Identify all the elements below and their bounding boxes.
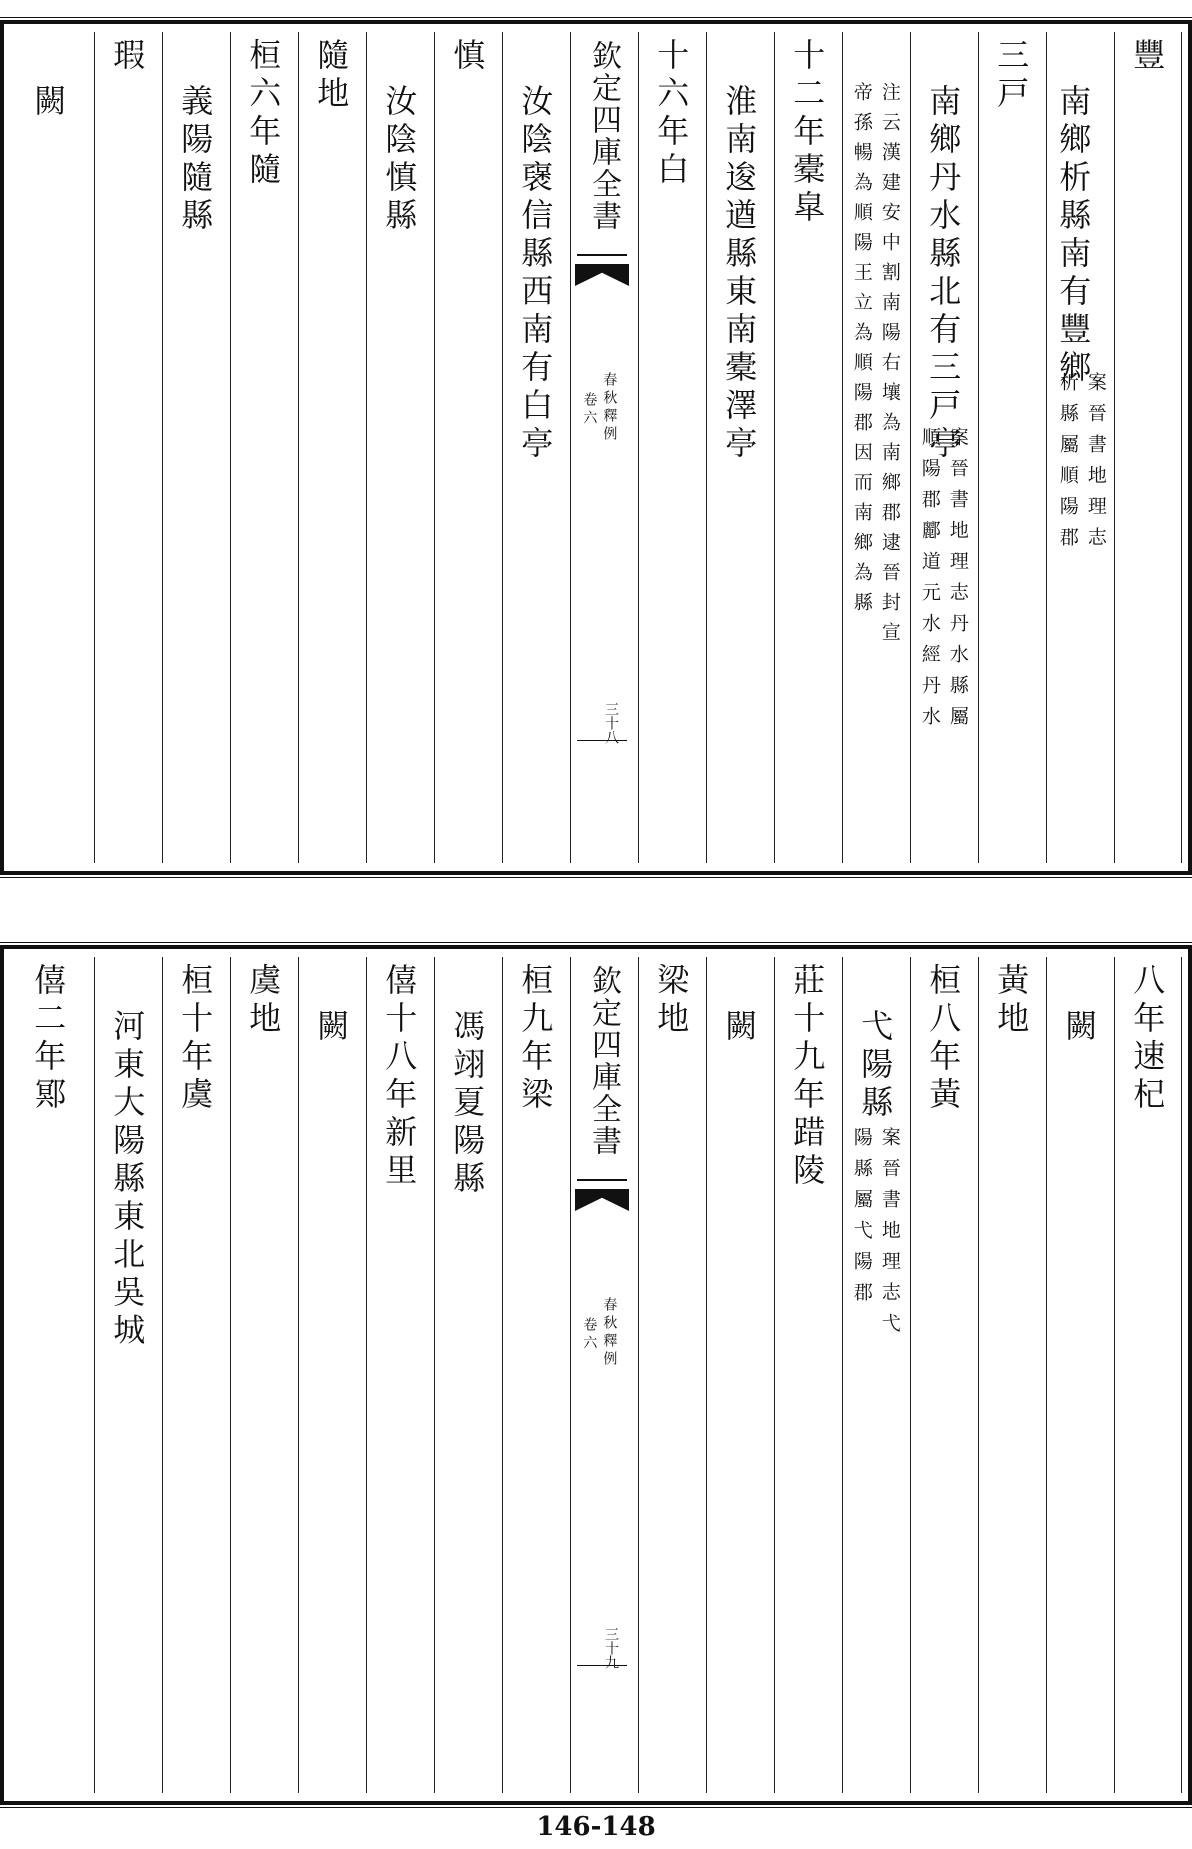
text-column — [910, 957, 978, 1793]
heading-text: 虞地 — [244, 963, 283, 1039]
page-number: 146-148 — [536, 1812, 656, 1842]
fishtail-folio: 三十八 — [603, 702, 619, 744]
text-column — [94, 32, 162, 863]
fishtail-volume: 卷六 — [581, 392, 598, 428]
main-text: 南鄉丹水縣北有三戸亭 — [924, 84, 963, 464]
main-text: 淮南逡遒縣東南橐澤亭 — [720, 84, 759, 464]
main-text: 闕 — [312, 1009, 351, 1047]
fishtail-title-box — [577, 34, 627, 256]
annotation-right: 案晉書地理志 — [1084, 372, 1107, 558]
fishtail-divider — [577, 740, 627, 741]
main-text: 桓九年梁 — [516, 963, 555, 1115]
text-column — [706, 957, 774, 1793]
text-column — [1046, 957, 1114, 1793]
main-text: 闕 — [720, 1009, 759, 1047]
text-column — [94, 957, 162, 1793]
heading-text: 梁地 — [652, 963, 691, 1039]
fishtail-title: 欽定四庫全書 — [586, 965, 621, 1157]
text-column — [298, 32, 366, 863]
fishtail-folio: 三十九 — [603, 1627, 619, 1669]
main-text: 義陽隨縣 — [176, 84, 215, 236]
fishtail-book-title: 春秋釋例 — [601, 1297, 618, 1369]
text-column — [10, 32, 94, 863]
text-column — [1114, 32, 1182, 863]
text-column — [434, 957, 502, 1793]
heading-text: 瑕 — [108, 38, 147, 76]
text-column — [842, 32, 910, 863]
heading-text: 慎 — [448, 38, 487, 76]
annotation-left: 順陽郡酈道元水經丹水 — [918, 427, 941, 737]
text-column — [774, 957, 842, 1793]
annotation-right: 注云漢建安中割南陽右壤為南鄉郡逮晉封宣 — [878, 82, 901, 652]
fishtail-center-column — [570, 957, 638, 1793]
column-grid — [10, 32, 1182, 863]
text-column — [774, 32, 842, 863]
text-column — [706, 32, 774, 863]
text-column — [230, 32, 298, 863]
text-column — [842, 957, 910, 1793]
main-text: 汝陰慎縣 — [380, 84, 419, 236]
fishtail-center-column — [570, 32, 638, 863]
fishtail-mark-icon — [575, 264, 629, 286]
heading-text: 黃地 — [992, 963, 1031, 1039]
text-column — [1114, 957, 1182, 1793]
text-column — [366, 32, 434, 863]
heading-text: 隨地 — [312, 38, 351, 114]
main-text: 十六年白 — [652, 38, 691, 190]
text-column — [978, 957, 1046, 1793]
main-text: 闕 — [29, 84, 68, 122]
text-column — [434, 32, 502, 863]
main-text: 僖十八年新里 — [380, 963, 419, 1191]
text-column — [502, 957, 570, 1793]
main-text: 十二年橐皐 — [788, 38, 827, 228]
annotation-right: 案晉書地理志丹水縣屬 — [946, 427, 969, 737]
fishtail-mark-icon — [575, 1189, 629, 1211]
fishtail-title: 欽定四庫全書 — [586, 40, 621, 232]
text-column — [298, 957, 366, 1793]
main-text: 桓六年隨 — [244, 38, 283, 190]
fishtail-book-title: 春秋釋例 — [601, 372, 618, 444]
main-text: 桓十年虞 — [176, 963, 215, 1115]
main-text: 桓八年黃 — [924, 963, 963, 1115]
text-column — [638, 32, 706, 863]
text-column — [910, 32, 978, 863]
text-column — [502, 32, 570, 863]
fishtail-title-box — [577, 959, 627, 1181]
main-text: 弋陽縣 — [856, 1009, 895, 1123]
text-column — [162, 957, 230, 1793]
annotation-left: 析縣屬順陽郡 — [1056, 372, 1079, 558]
main-text: 莊十九年踖陵 — [788, 963, 827, 1191]
bottom-page-panel — [0, 945, 1192, 1805]
text-column — [10, 957, 94, 1793]
main-text: 河東大陽縣東北吳城 — [108, 1009, 147, 1351]
text-column — [230, 957, 298, 1793]
annotation-right: 案晉書地理志弋 — [878, 1127, 901, 1344]
column-grid — [10, 957, 1182, 1793]
top-page-panel — [0, 20, 1192, 875]
heading-text: 三戸 — [992, 38, 1031, 114]
fishtail-divider — [577, 1665, 627, 1666]
main-text: 僖二年鄍 — [29, 963, 68, 1115]
main-text: 闕 — [1060, 1009, 1099, 1047]
heading-text: 豐 — [1128, 38, 1167, 76]
annotation-left: 陽縣屬弋陽郡 — [850, 1127, 873, 1313]
text-column — [978, 32, 1046, 863]
main-text: 南鄉析縣南有豐鄉 — [1054, 84, 1093, 388]
main-text: 馮翊夏陽縣 — [448, 1009, 487, 1199]
text-column — [162, 32, 230, 863]
text-column — [638, 957, 706, 1793]
main-text: 汝陰襃信縣西南有白亭 — [516, 84, 555, 464]
fishtail-volume: 卷六 — [581, 1317, 598, 1353]
text-column — [366, 957, 434, 1793]
text-column — [1046, 32, 1114, 863]
annotation-left: 帝孫暢為順陽王立為順陽郡因而南鄉為縣 — [850, 82, 873, 622]
main-text: 八年速杞 — [1128, 963, 1167, 1115]
